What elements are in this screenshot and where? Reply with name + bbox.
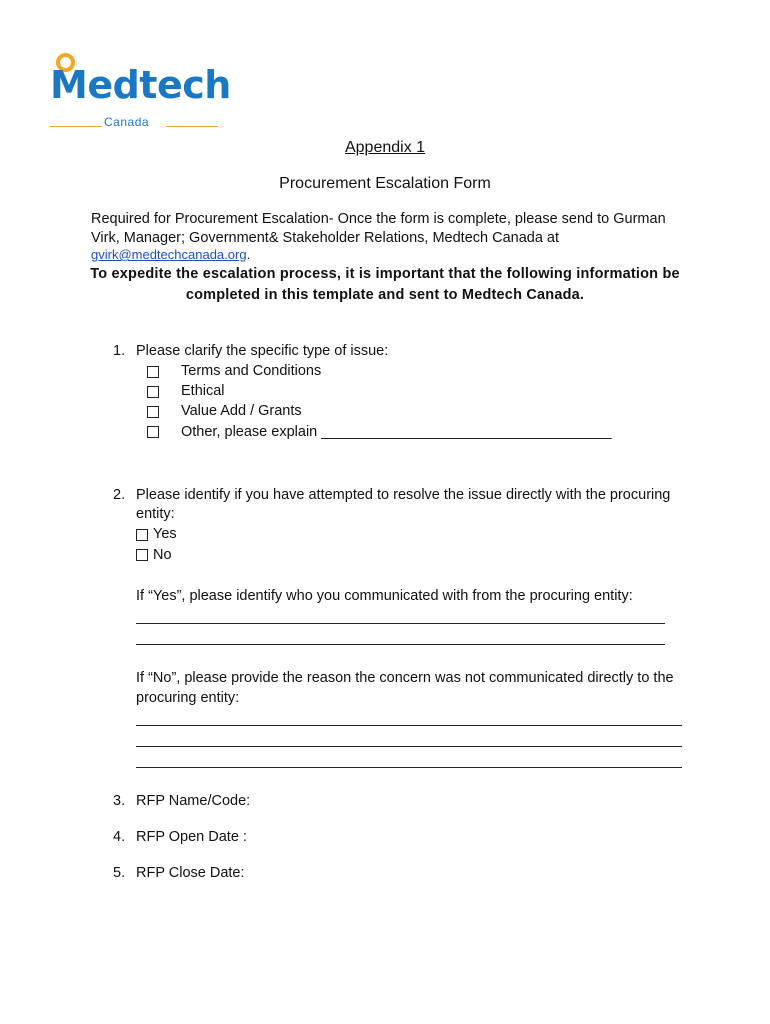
q1-number: 1.	[113, 343, 126, 359]
q2-yes-answer-line-1[interactable]	[136, 623, 665, 624]
logo-divider-left	[50, 126, 102, 127]
q1-other-label: Other, please explain	[181, 424, 318, 440]
logo-subtitle: Canada	[104, 115, 150, 129]
q2-if-yes-prompt: If “Yes”, please identify who you communicated with from the procuring entity:	[136, 588, 633, 604]
q2-label-line-1: Please identify if you have attempted to resolve the issue directly with the procuring	[136, 487, 671, 503]
q1-label: Please clarify the specific type of issue:	[136, 343, 389, 359]
notice-line-1: To expedite the escalation process, it is important that the following information be	[90, 266, 680, 282]
q2-if-no-prompt-line-1: If “No”, please provide the reason the concern was not communicated directly to the	[136, 670, 674, 686]
q2-label-line-2: entity:	[136, 506, 175, 522]
q1-option-value-add: Value Add / Grants	[181, 403, 302, 419]
q2-yes-answer-line-2[interactable]	[136, 644, 665, 645]
q2-option-yes: Yes	[153, 526, 177, 542]
logo-wordmark: Medtech	[50, 63, 231, 107]
q2-no-answer-line-2[interactable]	[136, 746, 682, 747]
q5-number: 5.	[113, 865, 126, 881]
q1-checkbox-value-add[interactable]	[147, 406, 159, 418]
email-link[interactable]: gvirk@medtechcanada.org	[91, 247, 247, 262]
q2-checkbox-yes[interactable]	[136, 529, 148, 541]
q3-number: 3.	[113, 793, 126, 809]
q1-other-blank[interactable]: ____________________________________	[321, 424, 612, 440]
q1-checkbox-other[interactable]	[147, 426, 159, 438]
q4-number: 4.	[113, 829, 126, 845]
q1-checkbox-ethical[interactable]	[147, 386, 159, 398]
q1-option-terms: Terms and Conditions	[181, 363, 322, 379]
q2-checkbox-no[interactable]	[136, 549, 148, 561]
q2-option-no: No	[153, 547, 172, 563]
q2-no-answer-line-1[interactable]	[136, 725, 682, 726]
q2-no-answer-line-3[interactable]	[136, 767, 682, 768]
q1-checkbox-terms[interactable]	[147, 366, 159, 378]
q4-label-rfp-open-date: RFP Open Date :	[136, 829, 247, 845]
form-title: Procurement Escalation Form	[279, 175, 491, 192]
notice-line-2: completed in this template and sent to Medtech Canada.	[185, 287, 585, 303]
appendix-text: Appendix 1	[344, 139, 426, 156]
intro-line-3	[91, 247, 250, 262]
intro-period: .	[246, 247, 251, 262]
q1-option-other	[181, 423, 612, 442]
q5-label-rfp-close-date: RFP Close Date:	[136, 865, 245, 881]
logo-divider-right	[166, 126, 218, 127]
q2-if-no-prompt-line-2: procuring entity:	[136, 690, 240, 706]
q2-number: 2.	[113, 487, 126, 503]
q1-option-ethical: Ethical	[181, 383, 225, 399]
q3-label-rfp-name: RFP Name/Code:	[136, 793, 251, 809]
appendix-heading	[0, 139, 770, 157]
intro-line-2: Virk, Manager; Government& Stakeholder Relations, Medtech Canada at	[91, 230, 560, 246]
intro-line-1: Required for Procurement Escalation- Once the form is complete, please send to Gurman	[91, 211, 666, 227]
